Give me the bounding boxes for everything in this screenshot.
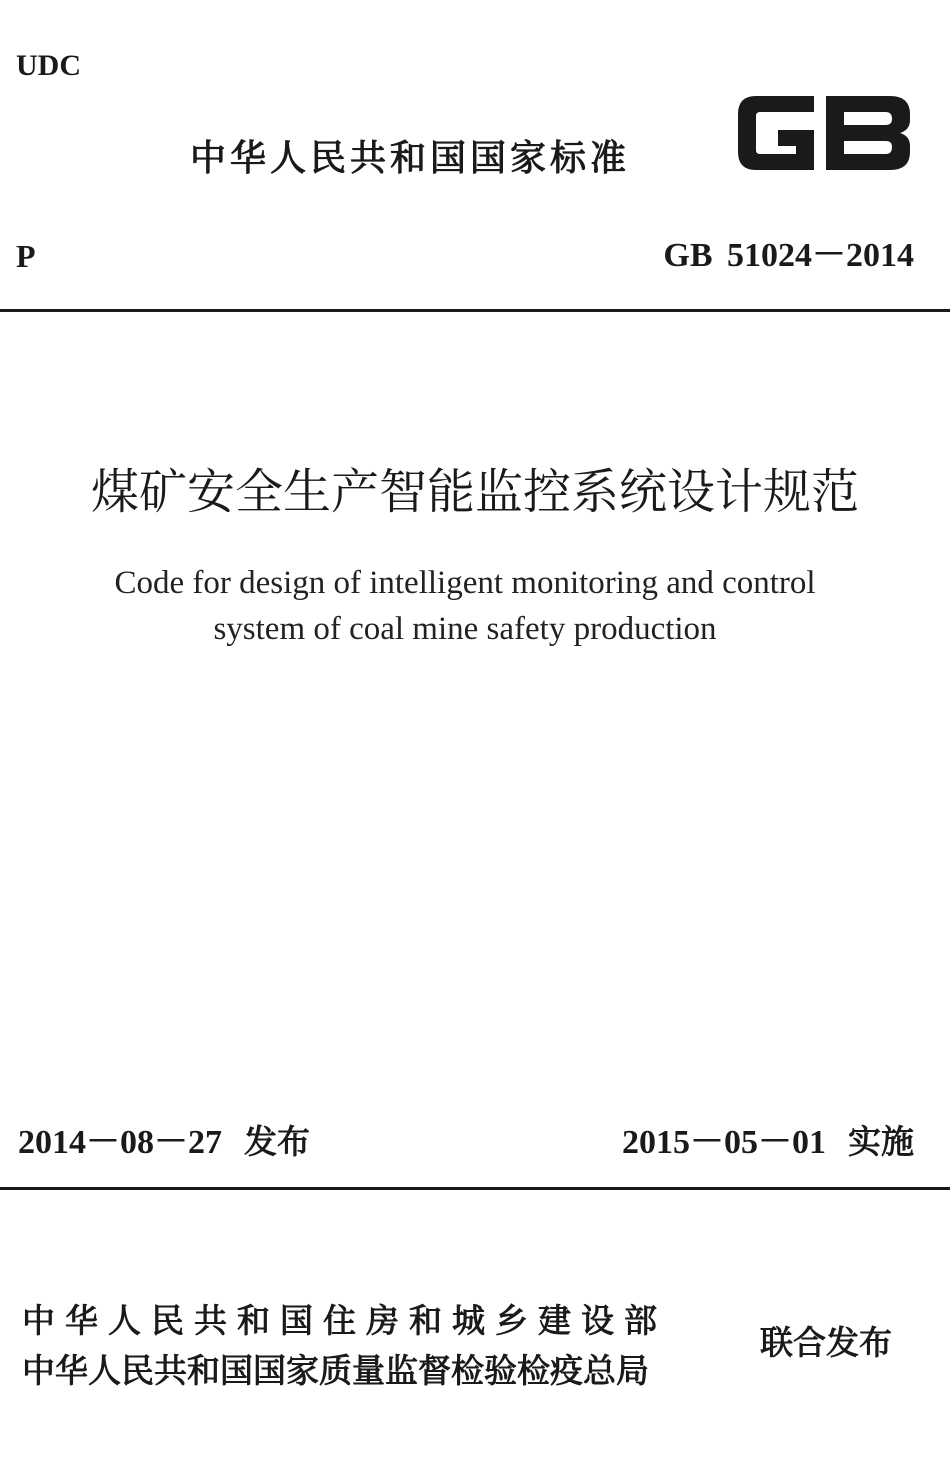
title-chinese: 煤矿安全生产智能监控系统设计规范 [90, 464, 859, 520]
implementation-label: 实施 [848, 1122, 914, 1161]
publisher-ministry-housing: 中华人民共和国住房和城乡建设部 [22, 1301, 667, 1340]
publisher-aqsiq: 中华人民共和国国家质量监督检验检疫总局 [22, 1351, 649, 1390]
gb-logo [734, 88, 914, 178]
standard-number: GB 51024－2014 [663, 237, 914, 274]
title-english [0, 560, 930, 652]
issue-date: 2014－08－27 [18, 1124, 222, 1161]
implementation-date: 2015－05－01 [622, 1124, 826, 1161]
udc-label: UDC [16, 49, 81, 82]
classification-code: P [16, 238, 36, 274]
bottom-divider [0, 1187, 950, 1190]
national-standard-heading: 中华人民共和国国家标准 [190, 138, 631, 179]
title-english-line2: system of coal mine safety production [213, 611, 717, 647]
issue-label: 发布 [244, 1122, 310, 1161]
issue-date-block [18, 1120, 310, 1165]
joint-publish-label: 联合发布 [760, 1323, 892, 1362]
gb-logo-text: GB [824, 176, 826, 177]
publishers-block [22, 1296, 667, 1396]
implementation-date-block [622, 1120, 914, 1165]
title-english-line1: Code for design of intelligent monitoring and control [114, 565, 816, 601]
top-divider [0, 309, 950, 312]
